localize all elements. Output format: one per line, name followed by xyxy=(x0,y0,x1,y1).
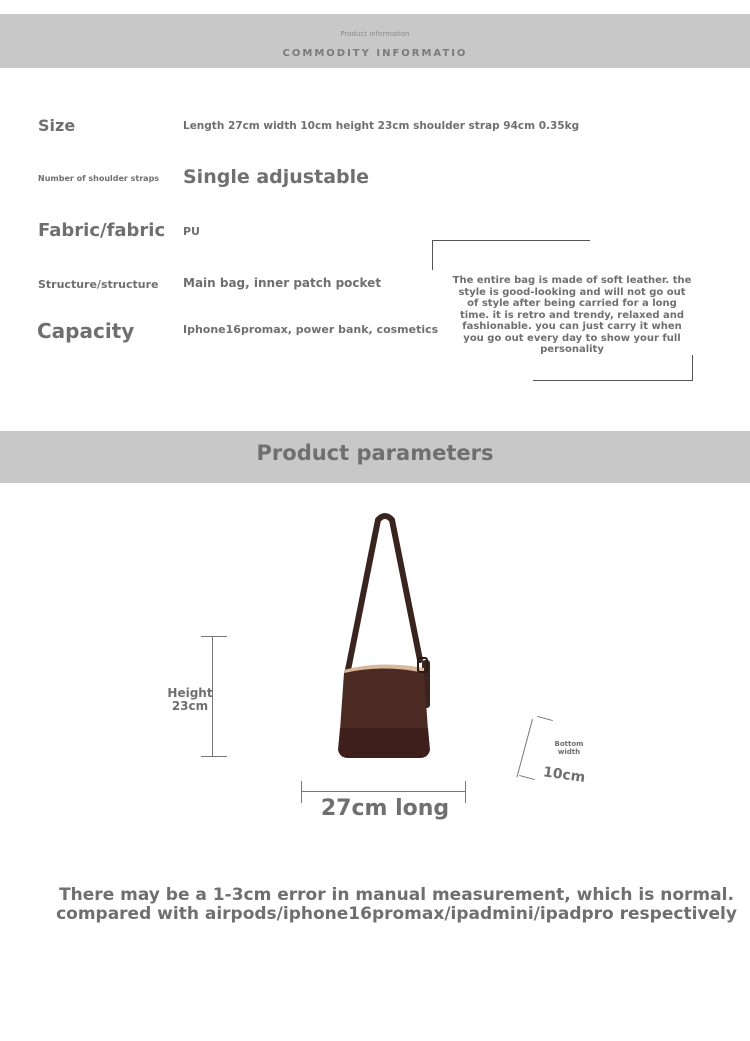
frame-right-line xyxy=(692,355,693,381)
length-label: 27cm long xyxy=(320,796,450,821)
footer-note-2: compared with airpods/iphone16promax/ipadmini/ipadpro respectively xyxy=(56,904,737,924)
fabric-value: PU xyxy=(183,225,200,238)
height-cap-top xyxy=(201,636,227,637)
bag-image xyxy=(320,510,450,760)
fabric-label: Fabric/fabric xyxy=(38,220,166,241)
header-small-title: Product information xyxy=(340,30,410,38)
bag-strap xyxy=(348,516,420,670)
bottom-width-cap-bottom xyxy=(519,775,535,780)
height-label xyxy=(164,687,216,713)
size-label: Size xyxy=(38,116,76,135)
height-value-text: 23cm xyxy=(171,699,209,713)
capacity-value: Iphone16promax, power bank, cosmetics xyxy=(183,323,439,336)
header-title: COMMODITY INFORMATIO xyxy=(282,48,468,59)
footer-note-1: There may be a 1-3cm error in manual measurement, which is normal. xyxy=(59,885,734,905)
frame-top-line xyxy=(432,240,590,241)
parameters-title: Product parameters xyxy=(256,441,494,465)
bag-base xyxy=(338,728,430,758)
structure-value: Main bag, inner patch pocket xyxy=(183,276,382,290)
size-value: Length 27cm width 10cm height 23cm shoulder strap 94cm 0.35kg xyxy=(183,120,580,132)
height-cap-bottom xyxy=(201,756,227,757)
capacity-label: Capacity xyxy=(37,319,135,343)
straps-label: Number of shoulder straps xyxy=(38,174,160,183)
description-text: The entire bag is made of soft leather. the style is good-looking and will not go out of style after being carried for a long time. it is retro and trendy, relaxed and fashionable. you can just carry it when you go out every day to show your full personality xyxy=(452,275,692,355)
structure-label: Structure/structure xyxy=(38,278,159,291)
header-band xyxy=(0,14,750,68)
bottom-width-label: Bottom width xyxy=(554,740,584,756)
bag-body xyxy=(340,669,428,731)
length-line xyxy=(301,791,466,792)
frame-bottom-line xyxy=(533,380,693,381)
bottom-width-line xyxy=(516,719,532,777)
parameters-band xyxy=(0,431,750,483)
straps-value: Single adjustable xyxy=(183,166,370,188)
bottom-width-value: 10cm xyxy=(542,764,587,787)
height-label-text: Height xyxy=(167,686,213,700)
frame-left-line xyxy=(432,240,433,270)
bottom-width-cap-top xyxy=(537,716,553,721)
